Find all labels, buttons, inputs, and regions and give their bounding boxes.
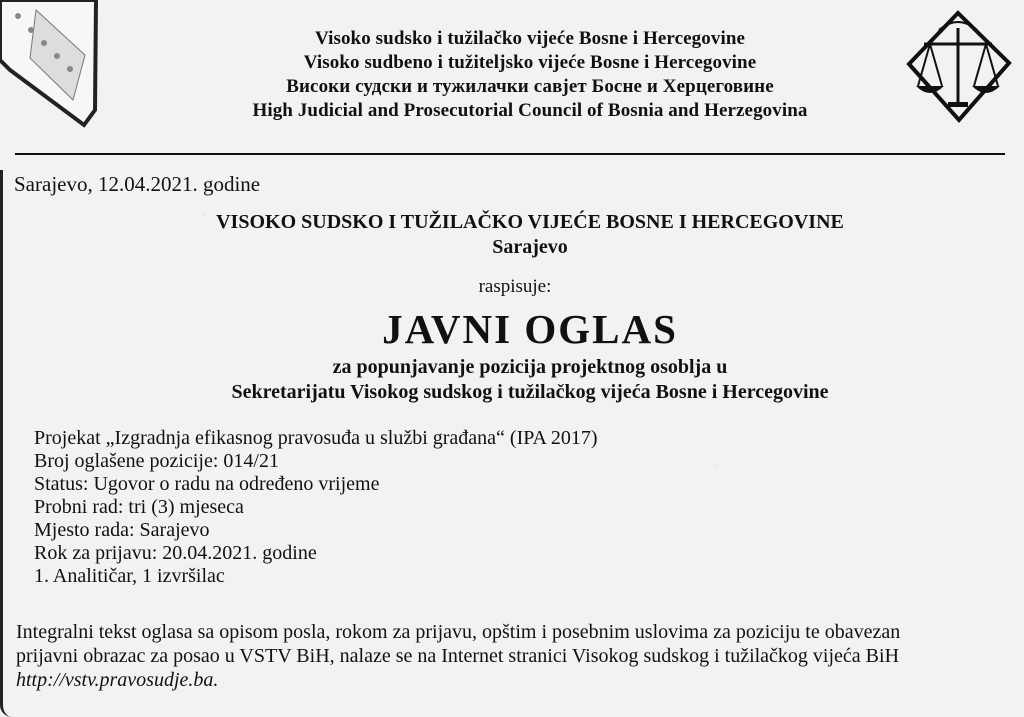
closing-paragraph <box>16 620 1014 692</box>
notice-title: JAVNI OGLAS <box>382 306 678 352</box>
project-line: Projekat „Izgradnja efikasnog pravosuđa u službi građana“ (IPA 2017) <box>34 427 598 449</box>
issuing-organization <box>140 210 920 260</box>
position-item: 1. Analitičar, 1 izvršilac <box>34 565 225 587</box>
closing-line-1: Integralni tekst oglasa sa opisom posla, rokom za prijavu, opštim i posebnim uslovima za poziciju te obavezan <box>16 621 901 643</box>
header-line-croatian: Visoko sudbeno i tužiteljsko vijeće Bosne i Hercegovine <box>303 52 757 73</box>
website-link[interactable]: http://vstv.pravosudje.ba. <box>16 669 219 691</box>
probation-line: Probni rad: tri (3) mjeseca <box>34 496 244 518</box>
announces-label: raspisuje: <box>478 276 552 297</box>
council-header <box>150 27 910 123</box>
subtitle-line-2: Sekretarijatu Visokog sudskog i tužilačkog vijeća Bosne i Hercegovine <box>231 381 829 403</box>
header-line-serbian-cyrillic: Високи судски и тужилачки савјет Босне и Херцеговине <box>286 76 774 97</box>
position-number-line: Broj oglašene pozicije: 014/21 <box>34 450 279 472</box>
organization-name: VISOKO SUDSKO I TUŽILAČKO VIJEĆE BOSNE I HERCEGOVINE <box>216 211 844 233</box>
notice-details <box>34 427 1014 588</box>
notice-subtitle <box>100 355 960 405</box>
flag-shape-logo-icon <box>0 0 112 150</box>
subtitle-line-1: za popunjavanje pozicija projektnog osoblja u <box>332 356 728 378</box>
work-location-line: Mjesto rada: Sarajevo <box>34 519 210 541</box>
scales-of-justice-icon <box>904 10 1014 125</box>
header-line-bosnian: Visoko sudsko i tužilačko vijeće Bosne i Hercegovine <box>314 28 746 49</box>
employment-status-line: Status: Ugovor o radu na određeno vrijeme <box>34 473 380 495</box>
header-divider <box>15 153 1005 155</box>
issue-date: Sarajevo, 12.04.2021. godine <box>14 172 261 196</box>
header-line-english: High Judicial and Prosecutorial Council of Bosnia and Herzegovina <box>252 100 808 121</box>
application-deadline-line: Rok za prijavu: 20.04.2021. godine <box>34 542 317 564</box>
clipping-edge <box>0 170 13 717</box>
organization-city: Sarajevo <box>492 236 568 258</box>
closing-line-2: prijavni obrazac za posao u VSTV BiH, nalaze se na Internet stranici Visokog sudskog i tužilačkog vijeća BiH <box>16 645 900 667</box>
